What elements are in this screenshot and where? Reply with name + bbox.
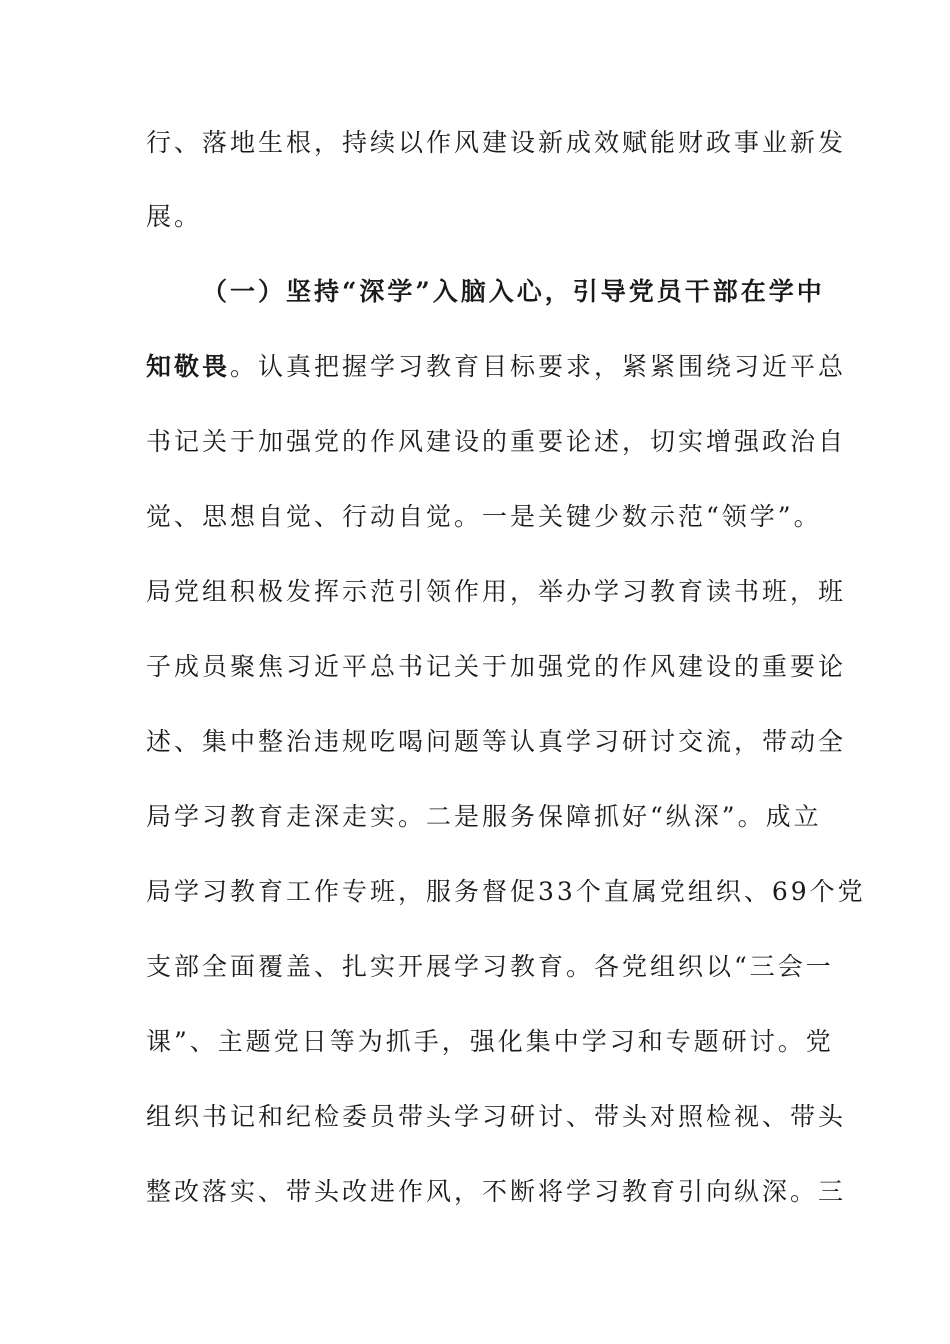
text-line-9: 述、集中整治违规吃喝问题等认真学习研讨交流，带动全 <box>146 727 847 756</box>
section-heading-line-1: （一）坚持“深学”入脑入心，引导党员干部在学中 <box>202 277 825 306</box>
text-line-1: 行、落地生根，持续以作风建设新成效赋能财政事业新发 <box>146 128 847 157</box>
text-line-2: 展。 <box>146 202 203 231</box>
text-line-5: 书记关于加强党的作风建设的重要论述，切实增强政治自 <box>146 427 847 456</box>
text-line-8: 子成员聚焦习近平总书记关于加强党的作风建设的重要论 <box>146 652 847 681</box>
text-line-10: 局学习教育走深走实。二是服务保障抓好“纵深”。成立 <box>146 802 822 831</box>
text-line-12: 支部全面覆盖、扎实开展学习教育。各党组织以“三会一 <box>146 952 834 981</box>
text-line-13: 课”、主题党日等为抓手，强化集中学习和专题研讨。党 <box>146 1027 834 1056</box>
text-line-11: 局学习教育工作专班，服务督促33个直属党组织、69个党 <box>146 877 866 906</box>
text-line-6: 觉、思想自觉、行动自觉。一是关键少数示范“领学”。 <box>146 502 822 531</box>
text-line-7: 局党组积极发挥示范引领作用，举办学习教育读书班，班 <box>146 577 847 606</box>
text-line-15: 整改落实、带头改进作风，不断将学习教育引向纵深。三 <box>146 1177 847 1206</box>
text-line-4 <box>146 351 846 383</box>
section-heading-end: 知敬畏 <box>146 352 231 381</box>
text-line-14: 组织书记和纪检委员带头学习研讨、带头对照检视、带头 <box>146 1102 847 1131</box>
paragraph-start: 。认真把握学习教育目标要求，紧紧围绕习近平总 <box>230 352 847 381</box>
